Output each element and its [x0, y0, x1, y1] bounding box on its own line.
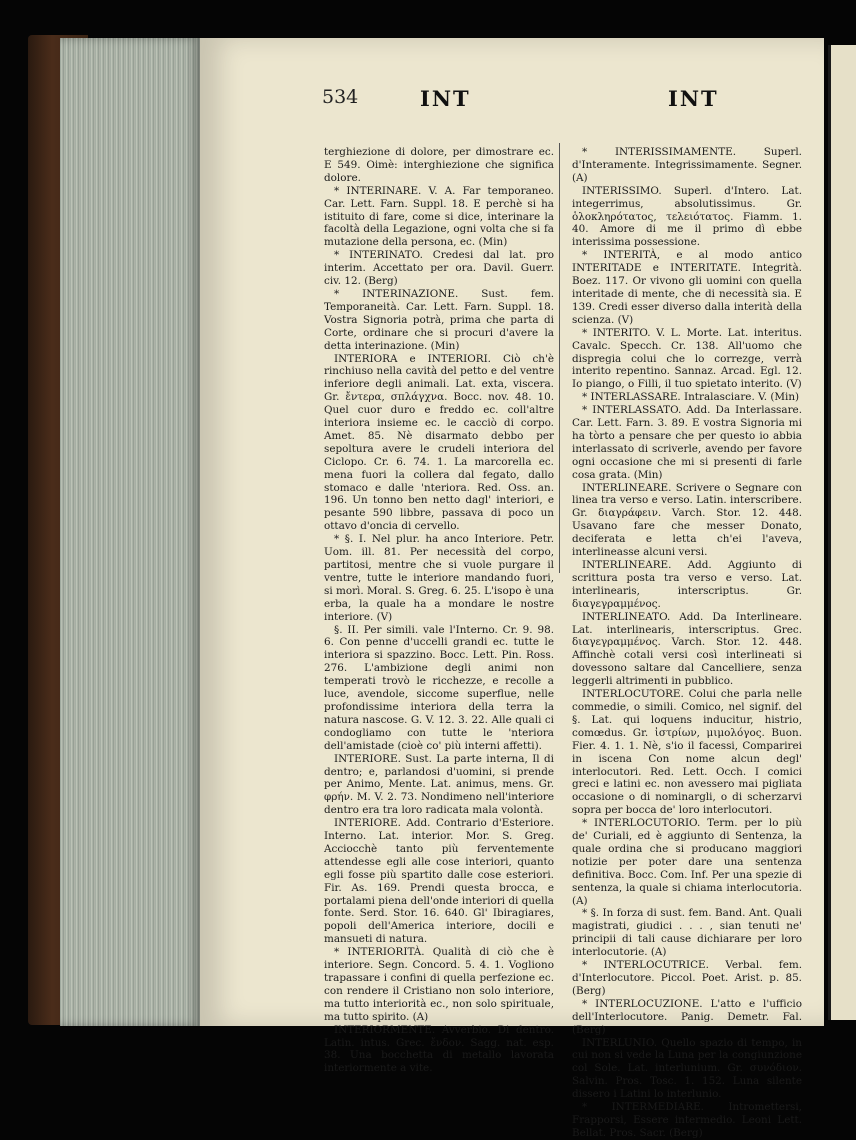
entry: * §. In forza di sust. fem. Band. Ant. Quali magistrati, giudici . . . , sian tenuti ne' principii di tali cause dichiarare per loro interlocutorie. (A)	[572, 907, 802, 959]
entry: * INTERLOCUTRICE. Verbal. fem. d'Interlocutore. Piccol. Poet. Arist. p. 85. (Berg)	[572, 959, 802, 997]
entry: * INTERINARE. V. A. Far temporaneo. Car. Lett. Farn. Suppl. 18. E perchè si ha istituito di fare, come si dice, interinare la facoltà della Legazione, ogni volta che si fa mutazione della persona, ec. (Min)	[324, 184, 554, 249]
left-column	[324, 146, 554, 1075]
entry: INTERIORE. Sust. La parte interna, Il di dentro; e, parlandosi d'uomini, si prende per Animo, Mente. Lat. animus, mens. Gr. φρήν. M. V. 2. 73. Nondimeno nell'interiore dentro era tra loro radicata mala volontà.	[324, 752, 554, 817]
entry: terghiezione di dolore, per dimostrare ec. E 549. Oimè: interghiezione che significa dolore.	[324, 146, 554, 184]
column-rule	[559, 143, 561, 573]
entry: INTERLOCUTORE. Colui che parla nelle commedie, o simili. Comico, nel signif. del §. Lat. qui loquens inducitur, histrio, comœdus. Gr. ἰστρίων, μιμολόγος. Buon. Fier. 4. 1. 1. Nè, s'io il facessi, Comparirei in iscena Con nome alcun degl' interlocutori. Red. Lett. Occh. I comici greci e latini ec. non avessero mai pigliata occasione o di nominargli, o di scherzarvi sopra per bocca de' loro interlocutori.	[572, 688, 802, 817]
page-number: 534	[322, 86, 359, 108]
entry: INTERIORA e INTERIORI. Ciò ch'è rinchiuso nella cavità del petto e del ventre inferiore degli animali. Lat. exta, viscera. Gr. ἔντερα, σπλάγχνα. Bocc. nov. 48. 10. Quel cuor duro e freddo ec. coll'altre interiora insieme ec. le cacciò di corpo. Amet. 85. Nè disarmato debbo per sepoltura avere le crudeli interiora del Ciclopo. Cr. 6. 74. 1. La marcorella ec. mena fuori la collera dal fegato, dallo stomaco e dalle 'nteriora. Red. Oss. an. 196. Un tonno ben netto dagl' interiori, e pesante 590 libbre, passava di poco un ottavo d'oncia di cervello.	[324, 352, 554, 533]
guide-word-right: INT	[668, 86, 719, 111]
facing-page-edge	[828, 45, 856, 1020]
entry: * INTERLOCUZIONE. L'atto e l'ufficio dell'Interlocutore. Panig. Demetr. Fal. (Berg)	[572, 997, 802, 1036]
entry: INTERLINEATO. Add. Da Interlineare. Lat. interlinearis, interscriptus. Grec. διαγεγραμμένος. Varch. Stor. 12. 448. Affinchè cotali versi così interlineati si dovessono saltare dal Cancelliere, senza leggerli altrimenti in pubblico.	[572, 610, 802, 688]
page-edges	[60, 38, 200, 1026]
entry: * INTERITÀ, e al modo antico INTERITADE e INTERITATE. Integrità. Boez. 117. Or vivono gli uomini con quella interitade di mente, che di necessità sia. E 139. Credi esser diverso dalla interità della scienza. (V)	[572, 249, 802, 326]
entry: * INTERISSIMAMENTE. Superl. d'Interamente. Integrissimamente. Segner. (A)	[572, 146, 802, 184]
entry: * INTERINAZIONE. Sust. fem. Temporaneità. Car. Lett. Farn. Suppl. 18. Vostra Signoria potrà, prima che parta di Corte, ordinare che si procuri d'avere la detta interinazione. (Min)	[324, 287, 554, 352]
guide-word-left: INT	[420, 86, 471, 111]
entry: INTERIORMENTE. Avverbio. Di dentro. Latin. intus. Grec. ἔνδον. Sagg. nat. esp. 38. Una bocchetta di metallo lavorata interiormente a vite.	[324, 1023, 554, 1075]
dictionary-page	[200, 38, 824, 1139]
entry: * INTERLASSATO. Add. Da Interlassare. Car. Lett. Farn. 3. 89. E vostra Signoria mi ha tòrto a pensare che per questo io abbia interlassato di scriverle, avendo per favore ogni occasione che mi si presenti di farle cosa grata. (Min)	[572, 404, 802, 481]
entry: * INTERLOCUTORIO. Term. per lo più de' Curiali, ed è aggiunto di Sentenza, la quale ordina che si producano maggiori notizie per poter dare una sentenza definitiva. Bocc. Com. Inf. Per una spezie di sentenza, la quale si chiama interlocutoria. (A)	[572, 817, 802, 907]
entry: * INTERMEDIARE. Intromettersi, Frapporsi, Essere intermedio. Leoni Lett. Bellat. Pros. Sacr. (Berg)	[572, 1101, 802, 1139]
entry: * INTERLASSARE. Intralasciare. V. (Min)	[582, 391, 800, 404]
right-column	[572, 146, 802, 1140]
entry: * INTERITO. V. L. Morte. Lat. interitus. Cavalc. Specch. Cr. 138. All'uomo che dispregia colui che lo correzge, verrà interito repentino. Sannaz. Arcad. Egl. 12. Io piango, o Filli, il tuo spietato interito. (V)	[572, 326, 802, 391]
entry: INTERIORE. Add. Contrario d'Esteriore. Interno. Lat. interior. Mor. S. Greg. Acciocchè tanto più ferventemente attendesse egli alle cose interiori, quanto egli fosse più spartito dalle cose esteriori. Fir. As. 169. Prendi questa brocca, e portalami piena dell'onde interiori di quella fonte. Serd. Stor. 16. 640. Gl' Ibiragiares, popoli dell'America interiore, docili e mansueti di natura.	[324, 817, 554, 946]
entry: * §. I. Nel plur. ha anco Interiore. Petr. Uom. ill. 81. Per necessità del corpo, partitosi, mentre che si vuole purgare il ventre, tutte le interiore mandando fuori, si morì. Moral. S. Greg. 6. 25. L'isopo è una erba, la quale ha a mondare le nostre interiore. (V)	[324, 533, 554, 623]
entry: §. II. Per simili. vale l'Interno. Cr. 9. 98. 6. Con penne d'uccelli grandi ec. tutte le interiora si spazzino. Bocc. Lett. Pin. Ross. 276. L'ambizione degli animi non temperati trovò le ricchezze, e recolle a luce, avendole, siccome superflue, nelle profondissime interiora della terra la natura nascose. G. V. 12. 3. 22. Alle quali ci condogliamo con tutte le 'nteriora dell'amistade (cioè co' più interni affetti).	[324, 623, 554, 752]
entry: INTERLINEARE. Add. Aggiunto di scrittura posta tra verso e verso. Lat. interlinearis, interscriptus. Gr. διαγεγραμμένος.	[572, 559, 802, 610]
entry: INTERLUNIO. Quello spazio di tempo, in cui non si vede la Luna per la congiunzione col Sole. Lat. interlunium. Gr. συνόδιον. Salvin. Pros. Tosc. 1. 152. Luna silente dissero i Latini lo interlunio.	[572, 1036, 802, 1101]
page-header	[200, 86, 824, 116]
entry: * INTERIORITÀ. Qualità di ciò che è interiore. Segn. Concord. 5. 4. 1. Vogliono trapassare i confini di quella perfezione ec. con rendere il Cristiano non solo interiore, ma tutto interiorità ec., non solo spirituale, ma tutto spirito. (A)	[324, 946, 554, 1023]
entry: INTERLINEARE. Scrivere o Segnare con linea tra verso e verso. Latin. interscribere. Gr. διαγράφειν. Varch. Stor. 12. 448. Usavano fare che messer Donato, deciferata e letta ch'ei l'aveva, interlineasse alcuni versi.	[572, 481, 802, 559]
entry: * INTERINATO. Credesi dal lat. pro interim. Accettato per ora. Davil. Guerr. civ. 12. (Berg)	[324, 249, 554, 288]
entry: INTERISSIMO. Superl. d'Intero. Lat. integerrimus, absolutissimus. Gr. ὁλοκληρότατος, τελειότατος. Fiamm. 1. 40. Amore di me il primo dì ebbe interissima possessione.	[572, 184, 802, 249]
